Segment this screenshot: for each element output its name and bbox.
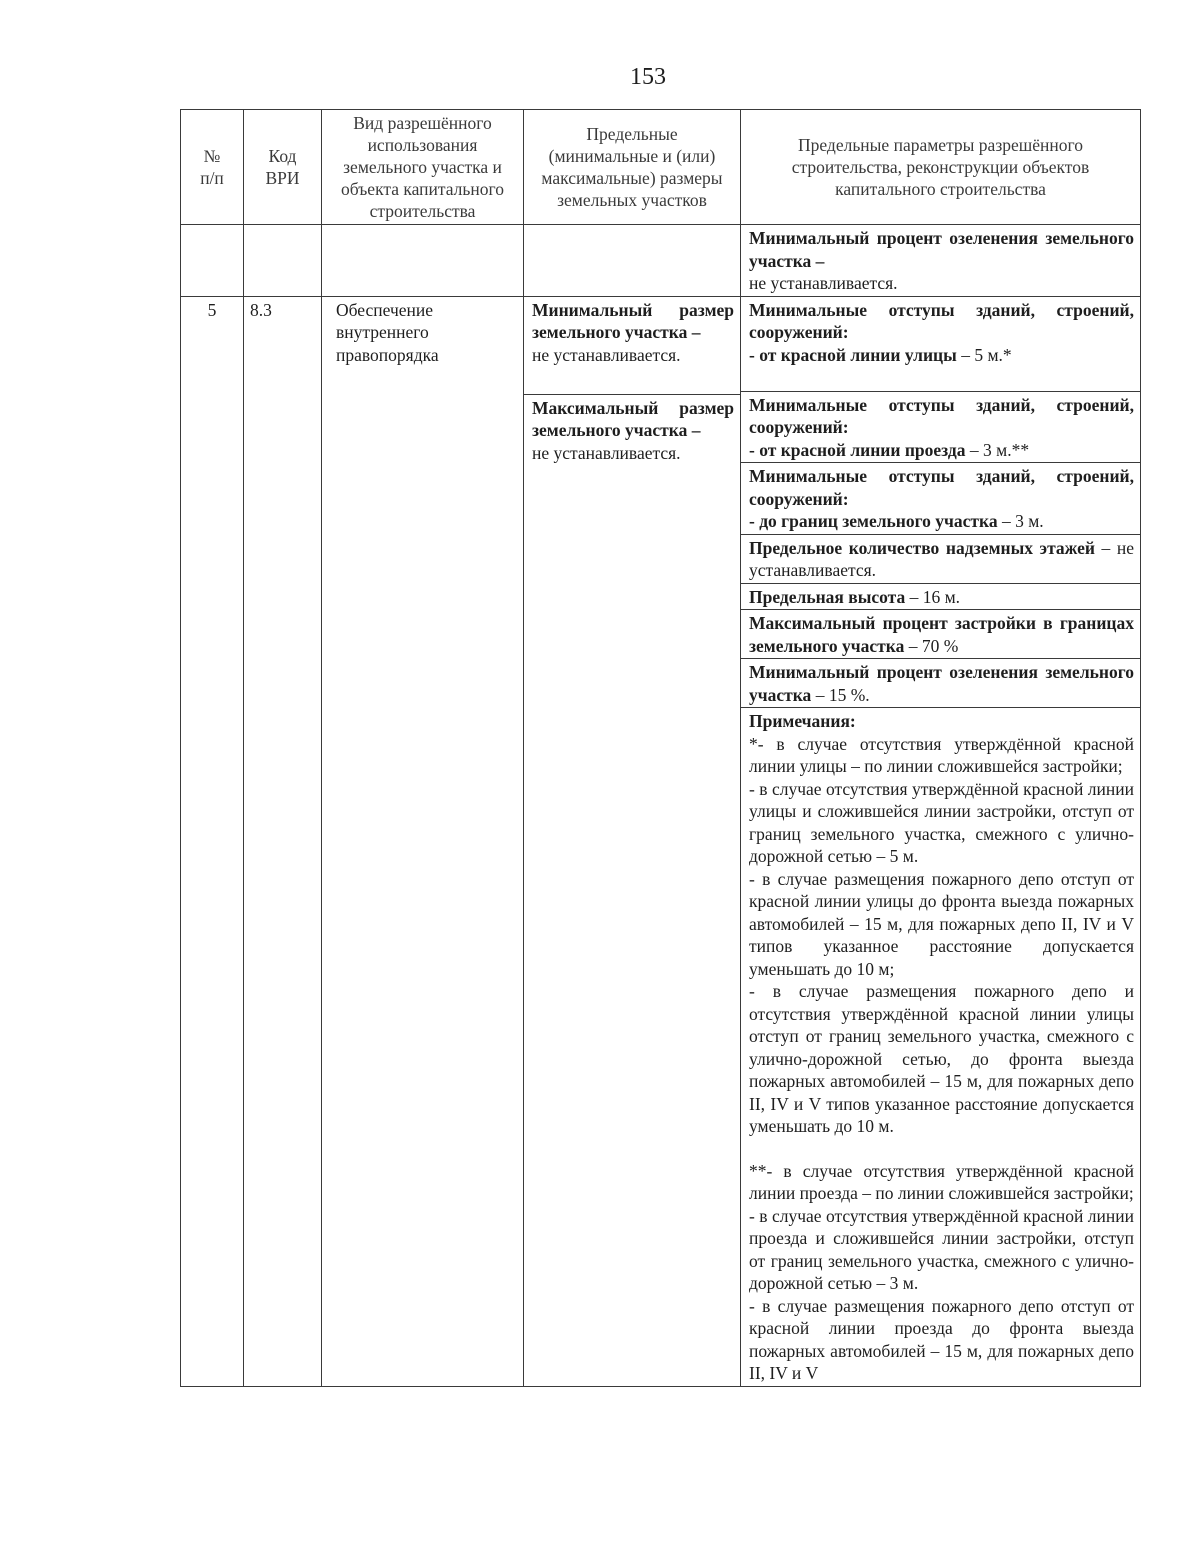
cell-empty [244, 225, 322, 297]
size-max-label: Максимальный размер земельного участка – [532, 397, 734, 440]
note-item: - в случае размещения пожарного депо отступ от красной линии проезда до фронта выезда пожарных автомобилей – 15 м, для пожарных депо II, IV и V [749, 1295, 1134, 1383]
header-number: № п/п [181, 110, 244, 225]
size-max [524, 394, 740, 466]
param-floors: Предельное количество надземных этажей – не устанавливается. [741, 534, 1140, 583]
param-height: Предельная высота – 16 м. [741, 583, 1140, 610]
cell-empty [181, 225, 244, 297]
header-params: Предельные параметры разрешённого строительства, реконструкции объектов капитального строительства [741, 110, 1141, 225]
cell-empty [322, 225, 524, 297]
param-build-percent: Максимальный процент застройки в границах земельного участка – 70 % [741, 610, 1140, 659]
param-value: не устанавливается. [749, 273, 898, 293]
size-min [524, 297, 740, 394]
note-item: - в случае отсутствия утверждённой красной линии проезда и сложившейся линии застройки, отступ от границ земельного участка, смежного с улично-дорожной сетью – 3 м. [749, 1205, 1134, 1293]
note-item: - в случае отсутствия утверждённой красной линии улицы и сложившейся линии застройки, отступ от границ земельного участка, смежного с улично-дорожной сетью – 5 м. [749, 778, 1134, 866]
notes-title: Примечания: [749, 711, 856, 731]
notes [741, 708, 1140, 1386]
cell-sizes [524, 296, 741, 1386]
param-setback-passage: Минимальные отступы зданий, строений, сооружений: - от красной линии проезда – 3 м.** [741, 391, 1140, 463]
note-item: **- в случае отсутствия утверждённой красной линии проезда – по линии сложившейся застройки; [749, 1160, 1134, 1203]
param-label: Минимальный процент озеленения земельного участка – [749, 228, 1134, 271]
cell-code: 8.3 [244, 296, 322, 1386]
param-setback-boundary: Минимальные отступы зданий, строений, сооружений: - до границ земельного участка – 3 м. [741, 463, 1140, 535]
header-vri: Вид разрешённого использования земельного участка и объекта капитального строительства [322, 110, 524, 225]
note-item: - в случае размещения пожарного депо отступ от красной линии улицы до фронта выезда пожарных автомобилей – 15 м, для пожарных депо II, IV и V типов указанное расстояние допускается уменьшать до 10 м; [749, 868, 1134, 979]
cell-vri: Обеспечение внутреннего правопорядка [322, 296, 524, 1386]
size-min-value: не устанавливается. [532, 344, 681, 365]
table-header-row [181, 110, 1141, 225]
cell-empty [524, 225, 741, 297]
table-row-continuation [181, 225, 1141, 297]
size-min-label: Минимальный размер земельного участка – [532, 299, 734, 342]
header-sizes: Предельные (минимальные и (или) максимальные) размеры земельных участков [524, 110, 741, 225]
param-green-percent: Минимальный процент озеленения земельного участка – 15 %. [741, 659, 1140, 708]
param-setback-street: Минимальные отступы зданий, строений, сооружений: - от красной линии улицы – 5 м.* [741, 297, 1140, 392]
header-code: Код ВРИ [244, 110, 322, 225]
size-max-value: не устанавливается. [532, 442, 681, 463]
note-item: - в случае размещения пожарного депо и отсутствия утверждённой красной линии улицы отступ от границ земельного участка, смежного с улично-дорожной сетью, до фронта выезда пожарных автомобилей – 15 м, для пожарных депо II, IV и V типов указанное расстояние допускается уменьшать до 10 м. [749, 981, 1134, 1136]
params-list [741, 297, 1140, 1386]
cell-params [741, 296, 1141, 1386]
cell-number: 5 [181, 296, 244, 1386]
cell-param-greenery-prev [741, 225, 1141, 297]
note-item: *- в случае отсутствия утверждённой красной линии улицы – по линии сложившейся застройки; [749, 733, 1134, 776]
page-number: 153 [630, 64, 666, 90]
table-row-5 [181, 296, 1141, 1386]
regulations-table [180, 109, 1141, 1387]
